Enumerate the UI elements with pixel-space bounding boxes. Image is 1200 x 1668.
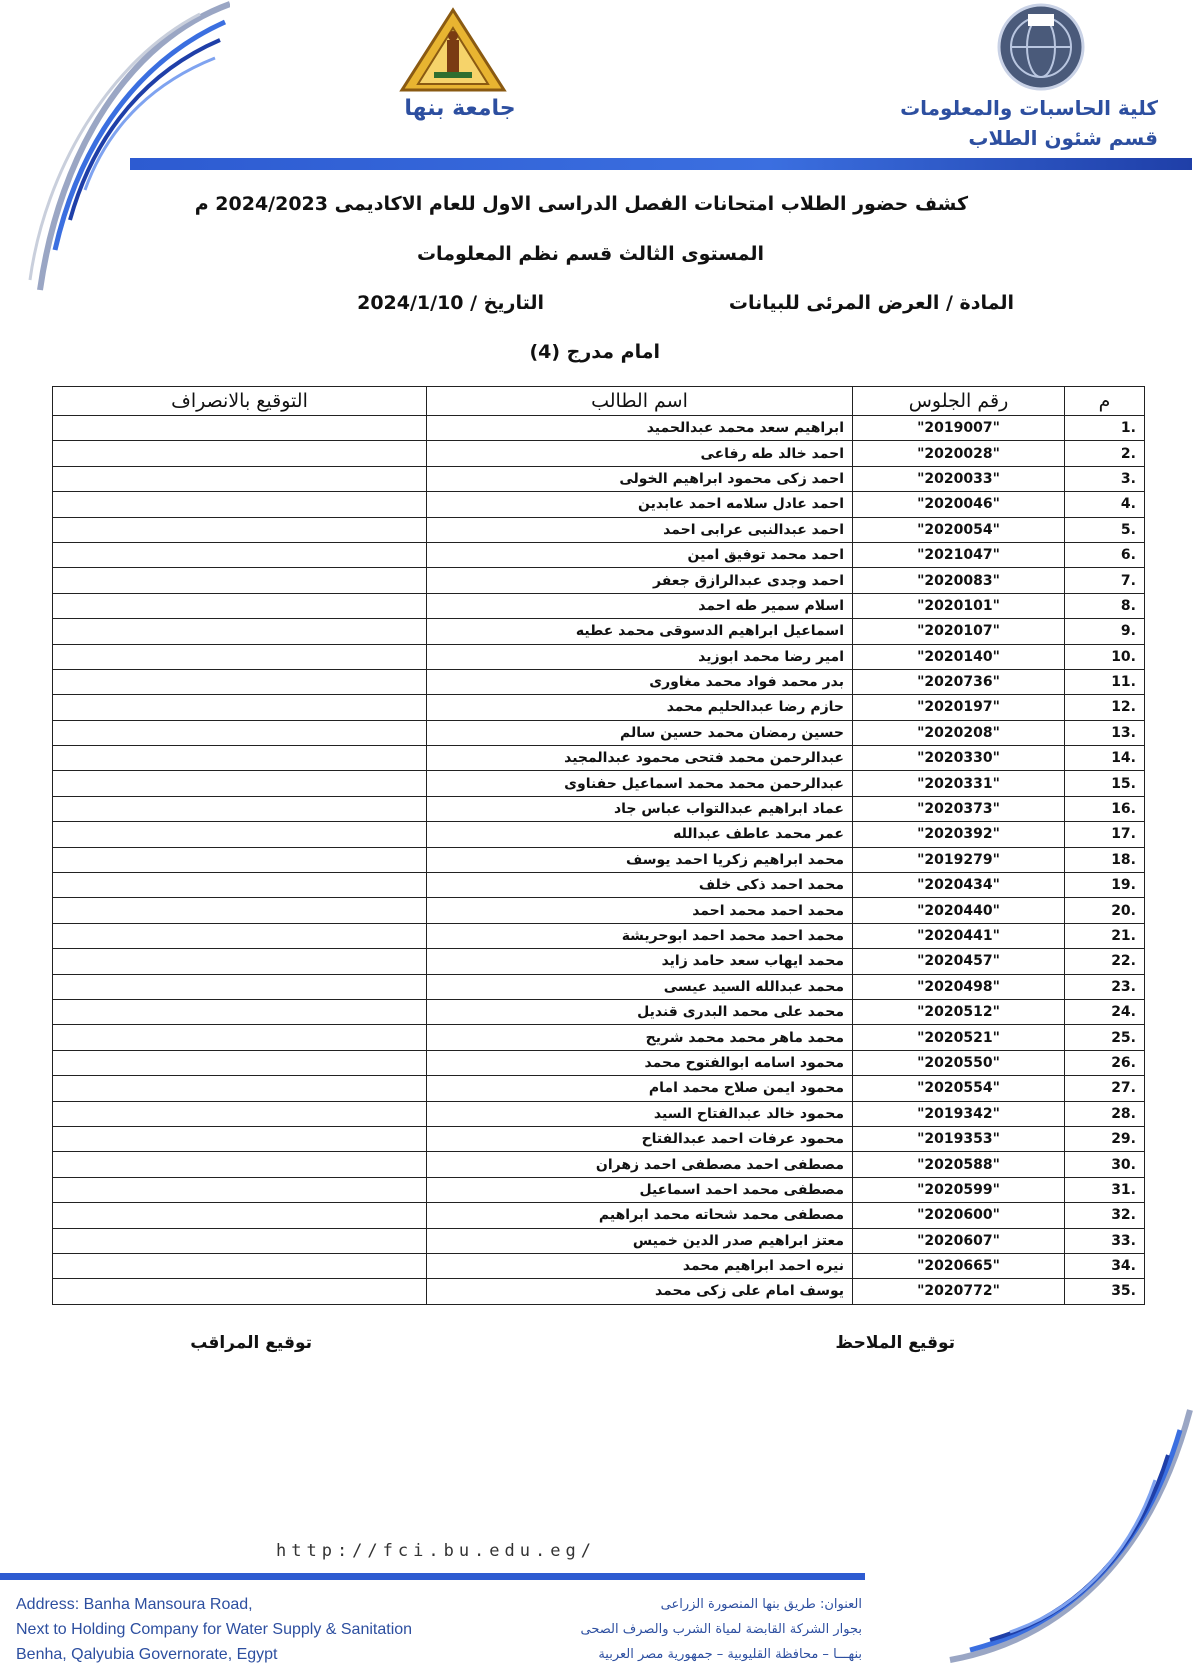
level-title: المستوى الثالث قسم نظم المعلومات	[416, 243, 764, 265]
student-name: مصطفى محمد شحاته محمد ابراهيم	[427, 1203, 853, 1228]
seat-number: "2020498"	[853, 974, 1065, 999]
row-index: .28	[1065, 1101, 1145, 1126]
table-row	[53, 1076, 1145, 1101]
table-row	[53, 746, 1145, 771]
signature-cell	[53, 1050, 427, 1075]
signature-cell	[53, 644, 427, 669]
table-row	[53, 1050, 1145, 1075]
student-name: ابراهيم سعد محمد عبدالحميد	[427, 416, 853, 441]
observer-signature-label: توقيع الملاحظ	[835, 1333, 955, 1353]
table-row	[53, 695, 1145, 720]
row-index: .23	[1065, 974, 1145, 999]
seat-number: "2020521"	[853, 1025, 1065, 1050]
row-index: .17	[1065, 822, 1145, 847]
row-index: .14	[1065, 746, 1145, 771]
signature-cell	[53, 999, 427, 1024]
student-name: حازم رضا عبدالحليم محمد	[427, 695, 853, 720]
student-name: احمد محمد توفيق امين	[427, 542, 853, 567]
row-index: .12	[1065, 695, 1145, 720]
address-en-line: Benha, Qalyubia Governorate, Egypt	[16, 1646, 278, 1663]
signature-cell	[53, 847, 427, 872]
address-ar-line: بجوار الشركة القابضة لمياة الشرب والصرف الصحى	[580, 1622, 862, 1637]
seat-number: "2020440"	[853, 898, 1065, 923]
seat-number: "2020392"	[853, 822, 1065, 847]
seat-number: "2020033"	[853, 466, 1065, 491]
signature-cell	[53, 492, 427, 517]
signature-cell	[53, 720, 427, 745]
seat-number: "2020512"	[853, 999, 1065, 1024]
seat-number: "2020140"	[853, 644, 1065, 669]
signature-cell	[53, 1126, 427, 1151]
student-name: عبدالرحمن محمد محمد اسماعيل حفناوى	[427, 771, 853, 796]
faculty-name: كلية الحاسبات والمعلومات	[900, 96, 1158, 120]
student-name: محمد عبدالله السيد عيسى	[427, 974, 853, 999]
row-index: .22	[1065, 949, 1145, 974]
signature-cell	[53, 669, 427, 694]
table-row	[53, 619, 1145, 644]
student-name: محمود خالد عبدالفتاح السيد	[427, 1101, 853, 1126]
address-ar-line: بنهـــا – محافظة القليوبية – جمهورية مصر العربية	[598, 1647, 862, 1662]
signature-cell	[53, 1228, 427, 1253]
seat-number: "2020197"	[853, 695, 1065, 720]
university-name: جامعة بنها	[404, 96, 516, 121]
seat-number: "2020028"	[853, 441, 1065, 466]
student-name: اسماعيل ابراهيم الدسوقى محمد عطيه	[427, 619, 853, 644]
seat-number: "2020434"	[853, 873, 1065, 898]
row-index: .9	[1065, 619, 1145, 644]
row-index: .7	[1065, 568, 1145, 593]
seat-number: "2020772"	[853, 1279, 1065, 1304]
seat-number: "2020607"	[853, 1228, 1065, 1253]
seat-number: "2019342"	[853, 1101, 1065, 1126]
seat-number: "2020330"	[853, 746, 1065, 771]
student-name: عماد ابراهيم عبدالتواب عباس جاد	[427, 796, 853, 821]
student-name: حسين رمضان محمد حسين سالم	[427, 720, 853, 745]
row-index: .31	[1065, 1177, 1145, 1202]
seat-number: "2020046"	[853, 492, 1065, 517]
student-name: يوسف امام على زكى محمد	[427, 1279, 853, 1304]
hall-label: امام مدرج (4)	[529, 341, 660, 363]
student-name: احمد خالد طه رفاعى	[427, 441, 853, 466]
globe-emblem-icon	[996, 2, 1086, 92]
seat-number: "2021047"	[853, 542, 1065, 567]
student-name: محمد ماهر محمد محمد شريح	[427, 1025, 853, 1050]
table-row	[53, 542, 1145, 567]
row-index: .5	[1065, 517, 1145, 542]
table-row	[53, 1025, 1145, 1050]
table-row	[53, 669, 1145, 694]
signature-cell	[53, 1076, 427, 1101]
signature-cell	[53, 822, 427, 847]
table-row	[53, 822, 1145, 847]
seat-number: "2020373"	[853, 796, 1065, 821]
signature-cell	[53, 619, 427, 644]
signature-cell	[53, 974, 427, 999]
subject-label: المادة / العرض المرئى للبيانات	[728, 292, 1014, 314]
student-name: احمد عبدالنبى عرابى احمد	[427, 517, 853, 542]
signature-cell	[53, 771, 427, 796]
address-arabic	[581, 1592, 862, 1667]
header-divider	[130, 158, 1192, 170]
address-en-line: Next to Holding Company for Water Supply & Sanitation	[16, 1621, 413, 1638]
signature-cell	[53, 1101, 427, 1126]
table-row	[53, 873, 1145, 898]
signature-cell	[53, 746, 427, 771]
table-row	[53, 1177, 1145, 1202]
university-logo	[380, 6, 540, 126]
table-header-row	[53, 387, 1145, 416]
student-name: احمد عادل سلامه احمد عابدين	[427, 492, 853, 517]
row-index: .3	[1065, 466, 1145, 491]
table-row	[53, 1126, 1145, 1151]
department-name: قسم شئون الطلاب	[968, 126, 1158, 150]
signature-cell	[53, 542, 427, 567]
table-row	[53, 999, 1145, 1024]
seat-number: "2020441"	[853, 923, 1065, 948]
signature-cell	[53, 517, 427, 542]
row-index: .1	[1065, 416, 1145, 441]
table-row	[53, 898, 1145, 923]
row-index: .29	[1065, 1126, 1145, 1151]
signature-cell	[53, 923, 427, 948]
row-index: .13	[1065, 720, 1145, 745]
top-left-swoosh	[0, 0, 230, 300]
signature-cell	[53, 1279, 427, 1304]
table-row	[53, 949, 1145, 974]
seat-number: "2020101"	[853, 593, 1065, 618]
seat-number: "2020107"	[853, 619, 1065, 644]
row-index: .25	[1065, 1025, 1145, 1050]
row-index: .21	[1065, 923, 1145, 948]
website-url: http://fci.bu.edu.eg/	[276, 1541, 596, 1561]
table-row	[53, 923, 1145, 948]
signature-cell	[53, 873, 427, 898]
student-name: نيره احمد ابراهيم محمد	[427, 1253, 853, 1278]
university-emblem-icon	[398, 6, 508, 94]
table-row	[53, 796, 1145, 821]
address-en-line: Address: Banha Mansoura Road,	[16, 1596, 253, 1613]
row-index: .18	[1065, 847, 1145, 872]
row-index: .11	[1065, 669, 1145, 694]
bottom-right-swoosh	[940, 1400, 1200, 1668]
student-name: محمد احمد محمد احمد ابوحريشة	[427, 923, 853, 948]
footer-divider	[0, 1573, 865, 1580]
student-name: محمد على محمد البدرى قنديل	[427, 999, 853, 1024]
seat-number: "2020208"	[853, 720, 1065, 745]
row-index: .34	[1065, 1253, 1145, 1278]
seat-number: "2020083"	[853, 568, 1065, 593]
seat-number: "2020054"	[853, 517, 1065, 542]
seat-number: "2020550"	[853, 1050, 1065, 1075]
student-name: محمود عرفات احمد عبدالفتاح	[427, 1126, 853, 1151]
seat-number: "2020331"	[853, 771, 1065, 796]
col-header-signature: التوقيع بالانصراف	[53, 387, 427, 416]
signature-cell	[53, 1177, 427, 1202]
table-row	[53, 720, 1145, 745]
document-title: كشف حضور الطلاب امتحانات الفصل الدراسى الاول للعام الاكاديمى 2024/2023 م	[194, 193, 968, 215]
row-index: .30	[1065, 1152, 1145, 1177]
student-name: عبدالرحمن محمد فتحى محمود عبدالمجيد	[427, 746, 853, 771]
table-row	[53, 974, 1145, 999]
row-index: .10	[1065, 644, 1145, 669]
table-row	[53, 1228, 1145, 1253]
student-name: اسلام سمير طه احمد	[427, 593, 853, 618]
signature-cell	[53, 441, 427, 466]
student-name: محمود اسامه ابوالفتوح محمد	[427, 1050, 853, 1075]
table-row	[53, 847, 1145, 872]
row-index: .8	[1065, 593, 1145, 618]
student-name: امير رضا محمد ابوزيد	[427, 644, 853, 669]
table-row	[53, 644, 1145, 669]
signature-cell	[53, 695, 427, 720]
table-row	[53, 441, 1145, 466]
row-index: .20	[1065, 898, 1145, 923]
row-index: .24	[1065, 999, 1145, 1024]
student-name: معتز ابراهيم صدر الدين خميس	[427, 1228, 853, 1253]
row-index: .4	[1065, 492, 1145, 517]
seat-number: "2019353"	[853, 1126, 1065, 1151]
seat-number: "2019007"	[853, 416, 1065, 441]
student-name: محمد ابراهيم زكريا احمد يوسف	[427, 847, 853, 872]
seat-number: "2019279"	[853, 847, 1065, 872]
signature-cell	[53, 466, 427, 491]
student-name: احمد زكى محمود ابراهيم الخولى	[427, 466, 853, 491]
student-name: عمر محمد عاطف عبدالله	[427, 822, 853, 847]
row-index: .15	[1065, 771, 1145, 796]
row-index: .27	[1065, 1076, 1145, 1101]
table-row	[53, 593, 1145, 618]
signature-cell	[53, 1253, 427, 1278]
student-name: محمد احمد ذكى خلف	[427, 873, 853, 898]
seat-number: "2020600"	[853, 1203, 1065, 1228]
table-row	[53, 466, 1145, 491]
row-index: .19	[1065, 873, 1145, 898]
seat-number: "2020599"	[853, 1177, 1065, 1202]
table-row	[53, 1101, 1145, 1126]
seat-number: "2020457"	[853, 949, 1065, 974]
row-index: .16	[1065, 796, 1145, 821]
row-index: .35	[1065, 1279, 1145, 1304]
row-index: .26	[1065, 1050, 1145, 1075]
student-name: بدر محمد فواد محمد مغاورى	[427, 669, 853, 694]
table-row	[53, 1279, 1145, 1304]
student-name: محمد ايهاب سعد حامد زايد	[427, 949, 853, 974]
table-row	[53, 568, 1145, 593]
address-english	[16, 1592, 412, 1667]
seat-number: "2020588"	[853, 1152, 1065, 1177]
address-ar-line: العنوان: طريق بنها المنصورة الزراعى	[660, 1597, 862, 1612]
table-row	[53, 1203, 1145, 1228]
table-row	[53, 1152, 1145, 1177]
row-index: .6	[1065, 542, 1145, 567]
student-name: مصطفى محمد احمد اسماعيل	[427, 1177, 853, 1202]
student-name: احمد وجدى عبدالرازق جعفر	[427, 568, 853, 593]
seat-number: "2020736"	[853, 669, 1065, 694]
student-name: محمود ايمن صلاح محمد امام	[427, 1076, 853, 1101]
signature-cell	[53, 416, 427, 441]
seat-number: "2020665"	[853, 1253, 1065, 1278]
supervisor-signature-label: توقيع المراقب	[190, 1333, 312, 1353]
col-header-student-name: اسم الطالب	[427, 387, 853, 416]
table-row	[53, 416, 1145, 441]
col-header-seat-number: رقم الجلوس	[853, 387, 1065, 416]
faculty-logo	[900, 2, 1180, 152]
exam-date: التاريخ / 2024/1/10	[357, 292, 544, 314]
table-row	[53, 1253, 1145, 1278]
row-index: .2	[1065, 441, 1145, 466]
signature-cell	[53, 796, 427, 821]
table-row	[53, 492, 1145, 517]
signature-cell	[53, 568, 427, 593]
row-index: .32	[1065, 1203, 1145, 1228]
signature-cell	[53, 1152, 427, 1177]
student-name: مصطفى احمد مصطفى احمد زهران	[427, 1152, 853, 1177]
signature-cell	[53, 1025, 427, 1050]
signature-cell	[53, 1203, 427, 1228]
student-name: محمد احمد محمد احمد	[427, 898, 853, 923]
signature-cell	[53, 949, 427, 974]
col-header-index: م	[1065, 387, 1145, 416]
signature-cell	[53, 898, 427, 923]
attendance-table	[52, 386, 1145, 1305]
table-row	[53, 517, 1145, 542]
row-index: .33	[1065, 1228, 1145, 1253]
table-row	[53, 771, 1145, 796]
seat-number: "2020554"	[853, 1076, 1065, 1101]
signature-cell	[53, 593, 427, 618]
